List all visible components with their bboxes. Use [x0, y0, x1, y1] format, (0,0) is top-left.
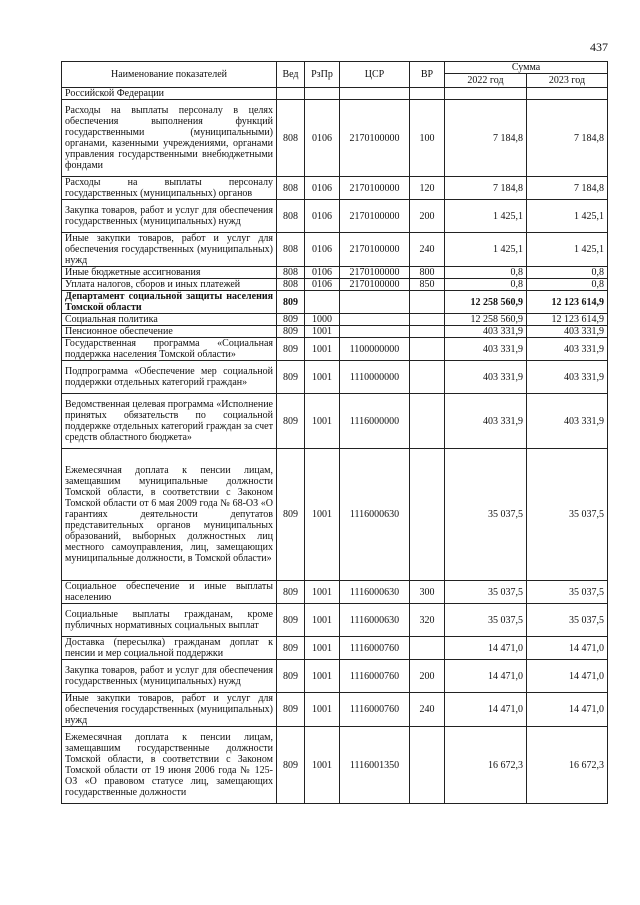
- row-rzpr: 1001: [305, 361, 340, 394]
- row-ved: 809: [277, 660, 305, 693]
- row-ved: 809: [277, 326, 305, 338]
- row-name: Ежемесячная доплата к пенсии лицам, замещавшим муниципальные должности Томской области, в соответствии с Законом Томской области от 6 мая 2009 года № 68-ОЗ «О гарантиях деятельности депутатов представительных органов муниципальных образований, выборных должностных лиц местного самоуправления, лиц, замещающих муниципальные должности, в Томской области»: [62, 449, 277, 581]
- row-vr: [410, 338, 445, 361]
- row-rzpr: 0106: [305, 267, 340, 279]
- row-value-2022: 403 331,9: [445, 361, 527, 394]
- row-csr: 1100000000: [340, 338, 410, 361]
- row-rzpr: 1001: [305, 637, 340, 660]
- header-ved: Вед: [277, 62, 305, 88]
- row-vr: [410, 314, 445, 326]
- row-ved: 808: [277, 279, 305, 291]
- row-rzpr: 0106: [305, 233, 340, 267]
- row-value-2022: 14 471,0: [445, 660, 527, 693]
- row-csr: [340, 314, 410, 326]
- row-value-2023: 14 471,0: [527, 660, 608, 693]
- row-value-2023: 35 037,5: [527, 581, 608, 604]
- row-rzpr: 1001: [305, 660, 340, 693]
- budget-table: [61, 61, 608, 804]
- row-csr: 1116000630: [340, 604, 410, 637]
- row-value-2022: 35 037,5: [445, 449, 527, 581]
- row-value-2023: 7 184,8: [527, 100, 608, 177]
- row-csr: 2170100000: [340, 279, 410, 291]
- row-name: Расходы на выплаты персоналу в целях обеспечения выполнения функций государственными (муниципальными) органами, казенными учреждениями, органами управления государственными внебюджетными фондами: [62, 100, 277, 177]
- row-rzpr: 0106: [305, 200, 340, 233]
- row-name: Иные бюджетные ассигнования: [62, 267, 277, 279]
- row-vr: 800: [410, 267, 445, 279]
- row-ved: 809: [277, 314, 305, 326]
- row-name: Ежемесячная доплата к пенсии лицам, замещавшим государственные должности Томской области, в соответствии с Законом Томской области от 19 июня 2006 года № 125-ОЗ «О правовом статусе лиц, замещающих государственные должности: [62, 727, 277, 804]
- table-row: [62, 660, 608, 693]
- row-ved: 809: [277, 361, 305, 394]
- row-value-2022: 35 037,5: [445, 604, 527, 637]
- row-name: Иные закупки товаров, работ и услуг для обеспечения государственных (муниципальных) нужд: [62, 693, 277, 727]
- row-rzpr: 0106: [305, 279, 340, 291]
- row-name: Закупка товаров, работ и услуг для обеспечения государственных (муниципальных) нужд: [62, 660, 277, 693]
- table-row: [62, 693, 608, 727]
- header-sum: Сумма: [445, 62, 608, 74]
- row-value-2023: 35 037,5: [527, 604, 608, 637]
- row-value-2023: 14 471,0: [527, 693, 608, 727]
- row-name: Подпрограмма «Обеспечение мер социальной поддержки отдельных категорий граждан»: [62, 361, 277, 394]
- row-vr: 240: [410, 693, 445, 727]
- row-rzpr: 1001: [305, 326, 340, 338]
- row-ved: 808: [277, 100, 305, 177]
- row-csr: 2170100000: [340, 233, 410, 267]
- row-rzpr: 1000: [305, 314, 340, 326]
- row-csr: 1116000630: [340, 449, 410, 581]
- row-value-2022: 403 331,9: [445, 326, 527, 338]
- row-value-2022: 12 258 560,9: [445, 291, 527, 314]
- row-value-2023: 403 331,9: [527, 338, 608, 361]
- row-value-2023: 14 471,0: [527, 637, 608, 660]
- row-vr: [410, 88, 445, 100]
- row-ved: 808: [277, 267, 305, 279]
- row-ved: 809: [277, 693, 305, 727]
- table-header: [62, 62, 608, 88]
- row-ved: 808: [277, 177, 305, 200]
- table-row: [62, 637, 608, 660]
- row-value-2023: 1 425,1: [527, 200, 608, 233]
- table-row: [62, 267, 608, 279]
- table-row: [62, 449, 608, 581]
- row-csr: 1116000630: [340, 581, 410, 604]
- row-name: Социальные выплаты гражданам, кроме публичных нормативных социальных выплат: [62, 604, 277, 637]
- row-csr: [340, 291, 410, 314]
- row-value-2022: 7 184,8: [445, 177, 527, 200]
- row-vr: 200: [410, 200, 445, 233]
- row-rzpr: 1001: [305, 449, 340, 581]
- table-row: [62, 88, 608, 100]
- row-csr: 1116000760: [340, 693, 410, 727]
- header-year-2023: 2023 год: [527, 74, 608, 88]
- table-row: [62, 279, 608, 291]
- row-name: Пенсионное обеспечение: [62, 326, 277, 338]
- row-name: Иные закупки товаров, работ и услуг для обеспечения государственных (муниципальных) нужд: [62, 233, 277, 267]
- row-value-2022: 12 258 560,9: [445, 314, 527, 326]
- row-value-2022: 0,8: [445, 279, 527, 291]
- row-name: Департамент социальной защиты населения Томской области: [62, 291, 277, 314]
- row-rzpr: [305, 88, 340, 100]
- table-row: [62, 100, 608, 177]
- row-value-2022: 7 184,8: [445, 100, 527, 177]
- row-ved: 808: [277, 200, 305, 233]
- page-number: 437: [590, 40, 608, 54]
- row-rzpr: 1001: [305, 727, 340, 804]
- row-value-2022: 403 331,9: [445, 394, 527, 449]
- row-ved: 809: [277, 637, 305, 660]
- row-vr: [410, 449, 445, 581]
- row-value-2022: 1 425,1: [445, 233, 527, 267]
- row-vr: [410, 326, 445, 338]
- row-rzpr: 1001: [305, 604, 340, 637]
- row-rzpr: 0106: [305, 100, 340, 177]
- row-value-2022: 14 471,0: [445, 637, 527, 660]
- row-name: Доставка (пересылка) гражданам доплат к пенсии и мер социальной поддержки: [62, 637, 277, 660]
- row-value-2022: 0,8: [445, 267, 527, 279]
- table-row: [62, 604, 608, 637]
- row-rzpr: 1001: [305, 581, 340, 604]
- row-value-2023: 35 037,5: [527, 449, 608, 581]
- row-rzpr: 0106: [305, 177, 340, 200]
- row-ved: 809: [277, 604, 305, 637]
- row-value-2023: 403 331,9: [527, 326, 608, 338]
- row-csr: 2170100000: [340, 267, 410, 279]
- row-rzpr: 1001: [305, 693, 340, 727]
- table-row: [62, 291, 608, 314]
- row-name: Уплата налогов, сборов и иных платежей: [62, 279, 277, 291]
- row-vr: [410, 291, 445, 314]
- table-row: [62, 314, 608, 326]
- table-row: [62, 233, 608, 267]
- table-row: [62, 727, 608, 804]
- row-csr: 1116000000: [340, 394, 410, 449]
- header-rzpr: РзПр: [305, 62, 340, 88]
- table-row: [62, 394, 608, 449]
- row-ved: 809: [277, 394, 305, 449]
- table-row: [62, 581, 608, 604]
- table-body: [62, 88, 608, 804]
- row-csr: 2170100000: [340, 177, 410, 200]
- row-value-2022: 403 331,9: [445, 338, 527, 361]
- table-row: [62, 326, 608, 338]
- row-rzpr: 1001: [305, 394, 340, 449]
- row-ved: 809: [277, 581, 305, 604]
- row-ved: 808: [277, 233, 305, 267]
- row-rzpr: 1001: [305, 338, 340, 361]
- row-ved: 809: [277, 727, 305, 804]
- row-value-2022: 1 425,1: [445, 200, 527, 233]
- row-value-2022: [445, 88, 527, 100]
- row-value-2023: 1 425,1: [527, 233, 608, 267]
- row-value-2023: 12 123 614,9: [527, 314, 608, 326]
- row-vr: [410, 394, 445, 449]
- row-vr: [410, 361, 445, 394]
- row-ved: 809: [277, 338, 305, 361]
- row-name: Государственная программа «Социальная поддержка населения Томской области»: [62, 338, 277, 361]
- row-vr: 120: [410, 177, 445, 200]
- row-value-2022: 35 037,5: [445, 581, 527, 604]
- row-csr: [340, 326, 410, 338]
- row-value-2023: 403 331,9: [527, 394, 608, 449]
- row-vr: [410, 637, 445, 660]
- row-value-2023: 0,8: [527, 267, 608, 279]
- row-value-2023: [527, 88, 608, 100]
- row-rzpr: [305, 291, 340, 314]
- table-row: [62, 338, 608, 361]
- row-vr: 320: [410, 604, 445, 637]
- row-vr: [410, 727, 445, 804]
- row-csr: 2170100000: [340, 200, 410, 233]
- row-ved: 809: [277, 291, 305, 314]
- row-name: Ведомственная целевая программа «Исполнение принятых обязательств по социальной поддержке отдельных категорий граждан за счет средств областного бюджета»: [62, 394, 277, 449]
- row-ved: [277, 88, 305, 100]
- row-value-2023: 0,8: [527, 279, 608, 291]
- table-row: [62, 200, 608, 233]
- row-csr: [340, 88, 410, 100]
- row-vr: 240: [410, 233, 445, 267]
- row-ved: 809: [277, 449, 305, 581]
- row-value-2023: 403 331,9: [527, 361, 608, 394]
- row-name: Российской Федерации: [62, 88, 277, 100]
- header-vr: ВР: [410, 62, 445, 88]
- row-value-2023: 7 184,8: [527, 177, 608, 200]
- row-vr: 200: [410, 660, 445, 693]
- row-vr: 100: [410, 100, 445, 177]
- row-value-2023: 12 123 614,9: [527, 291, 608, 314]
- header-year-2022: 2022 год: [445, 74, 527, 88]
- row-csr: 1116000760: [340, 637, 410, 660]
- row-value-2022: 14 471,0: [445, 693, 527, 727]
- row-name: Расходы на выплаты персоналу государственных (муниципальных) органов: [62, 177, 277, 200]
- row-vr: 850: [410, 279, 445, 291]
- row-csr: 2170100000: [340, 100, 410, 177]
- row-value-2022: 16 672,3: [445, 727, 527, 804]
- table-row: [62, 177, 608, 200]
- header-csr: ЦСР: [340, 62, 410, 88]
- row-value-2023: 16 672,3: [527, 727, 608, 804]
- table-row: [62, 361, 608, 394]
- row-vr: 300: [410, 581, 445, 604]
- row-csr: 1110000000: [340, 361, 410, 394]
- header-name: Наименование показателей: [62, 62, 277, 88]
- row-name: Социальное обеспечение и иные выплаты населению: [62, 581, 277, 604]
- row-csr: 1116000760: [340, 660, 410, 693]
- row-name: Закупка товаров, работ и услуг для обеспечения государственных (муниципальных) нужд: [62, 200, 277, 233]
- row-csr: 1116001350: [340, 727, 410, 804]
- row-name: Социальная политика: [62, 314, 277, 326]
